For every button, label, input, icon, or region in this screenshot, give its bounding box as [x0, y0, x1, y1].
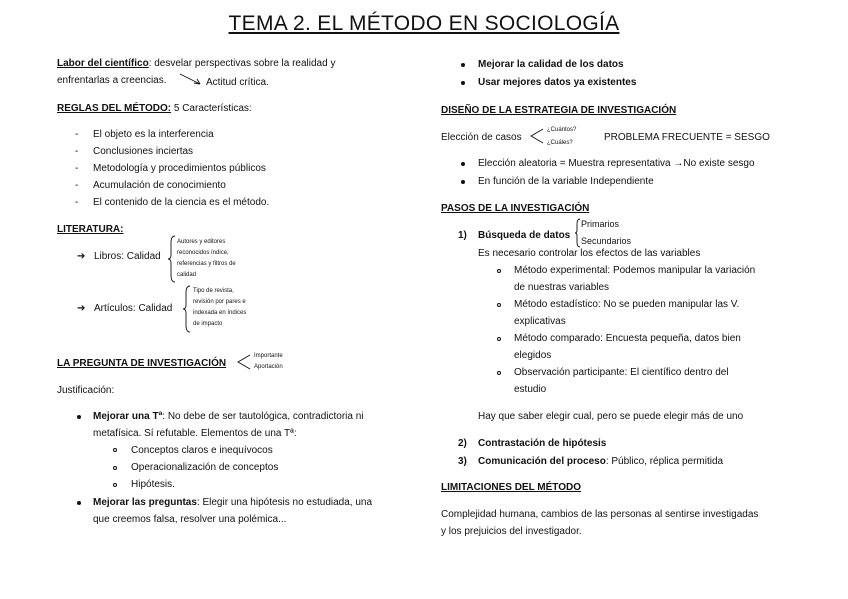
pregunta-branch: Aportación [254, 364, 283, 370]
paso3-label: Comunicación del proceso [478, 456, 606, 467]
limitaciones-text-2: y los prejuicios del investigador. [441, 526, 582, 537]
method-line-2: elegidos [514, 350, 552, 361]
paso1-branch: Primarios [581, 219, 620, 229]
diseno-heading: DISEÑO DE LA ESTRATEGIA DE INVESTIGACIÓN [441, 105, 677, 116]
pregunta-heading: LA PREGUNTA DE INVESTIGACIÓN [57, 358, 227, 369]
mejorar-preguntas-text-2: que creemos falsa, resolver una polémica... [93, 514, 287, 525]
problema-frecuente: PROBLEMA FRECUENTE = SESGO [604, 132, 770, 143]
method-line-1: Método estadístico: No se pueden manipular las V. [514, 299, 740, 310]
arrow-right-icon: → [673, 158, 684, 169]
arrow-icon [178, 72, 204, 88]
branch-icon [236, 353, 252, 371]
labor-text-2: enfrentarlas a creencias. [57, 75, 167, 86]
method-line-2: estudio [514, 384, 547, 395]
eleccion-bullet-2: En función de la variable Independiente [478, 176, 654, 187]
branch-icon [529, 127, 545, 145]
labor-arrow-text: Actitud crítica. [206, 77, 269, 88]
circle-bullet-icon [497, 303, 501, 307]
mejorar-tema-text-2: metafísica. Sí refutable. Elementos de una Tª: [93, 428, 297, 439]
tema-element: Operacionalización de conceptos [131, 462, 279, 473]
mejorar-preguntas-label: Mejorar las preguntas [93, 497, 197, 508]
labor-label: Labor del científico [57, 58, 149, 69]
method-line-2: de nuestras variables [514, 282, 610, 293]
articulos-note: Tipo de revista, [193, 288, 234, 294]
circle-bullet-icon [113, 466, 117, 470]
bullet-icon [77, 501, 81, 505]
eleccion-branch: ¿Cuáles? [547, 140, 573, 146]
top-bullet: Usar mejores datos ya existentes [478, 77, 637, 88]
articulos-note: indexada en índices [193, 310, 247, 316]
eleccion-bullet-1b: No existe sesgo [683, 158, 755, 169]
mejorar-preguntas-line-1 [93, 495, 372, 510]
bullet-icon [461, 81, 465, 85]
paso1-note: Es necesario controlar los efectos de las variables [478, 248, 701, 259]
circle-bullet-icon [497, 371, 501, 375]
justificacion: Justificación: [57, 385, 115, 396]
reglas-item: - El contenido de la ciencia es el método. [93, 195, 269, 210]
reglas-subtitle: 5 Características: [171, 103, 252, 114]
bullet-icon [461, 162, 465, 166]
circle-bullet-icon [113, 483, 117, 487]
eleccion-label: Elección de casos [441, 132, 522, 143]
circle-bullet-icon [497, 337, 501, 341]
method-line-1: Método comparado: Encuesta pequeña, datos bien [514, 333, 741, 344]
eleccion-bullet-1a: Elección aleatoria = Muestra representativa [478, 158, 674, 169]
eleccion-branch: ¿Cuántos? [547, 127, 577, 133]
method-line-1: Método experimental: Podemos manipular la variación [514, 265, 756, 276]
labor-line-1 [57, 56, 335, 71]
articulos-note: revisión por pares e [193, 299, 246, 305]
paso1-num: 1) [458, 230, 467, 241]
labor-text-1: : desvelar perspectivas sobre la realidad y [148, 58, 336, 69]
brace-icon [168, 235, 176, 283]
libros-note: referencias y filtros de [177, 261, 236, 267]
paso2-num: 2) [458, 438, 467, 449]
paso1-label: Búsqueda de datos [478, 230, 571, 241]
arrow-right-icon: ➔ [77, 303, 86, 314]
libros-note: reconocidos índice, [177, 250, 229, 256]
tema-element: Conceptos claros e inequívocos [131, 445, 273, 456]
circle-bullet-icon [497, 269, 501, 273]
pregunta-branch: Importante [254, 353, 283, 359]
reglas-item: - Acumulación de conocimiento [93, 178, 226, 193]
articulos-note: de impacto [193, 321, 223, 327]
bullet-icon [77, 415, 81, 419]
page-title: TEMA 2. EL MÉTODO EN SOCIOLOGÍA [228, 12, 620, 35]
paso3-num: 3) [458, 456, 467, 467]
elegir-note: Hay que saber elegir cual, pero se puede elegir más de uno [478, 411, 744, 422]
reglas-item: - Metodología y procedimientos públicos [93, 161, 266, 176]
mejorar-preguntas-text-1: : Elegir una hipótesis no estudiada, una [196, 497, 373, 508]
reglas-heading: REGLAS DEL MÉTODO: [57, 103, 172, 114]
paso3-line [478, 454, 723, 469]
paso2-label: Contrastación de hipótesis [478, 438, 607, 449]
paso1-branch: Secundarios [581, 236, 632, 246]
reglas-item: - El objeto es la interferencia [93, 127, 214, 142]
brace-icon [183, 285, 191, 333]
reglas-heading-line [57, 101, 252, 116]
mejorar-tema-line-1 [93, 409, 364, 424]
mejorar-tema-label: Mejorar una Tª [93, 411, 163, 422]
eleccion-bullet-1 [478, 156, 755, 171]
limitaciones-text-1: Complejidad humana, cambios de las personas al sentirse investigadas [441, 509, 759, 520]
bullet-icon [461, 63, 465, 67]
arrow-right-icon: ➔ [77, 251, 86, 262]
reglas-item: - Conclusiones inciertas [93, 144, 193, 159]
libros-note: calidad [177, 272, 197, 278]
libros-label: Libros: Calidad [94, 251, 161, 262]
method-line-1: Observación participante: El científico dentro del [514, 367, 729, 378]
mejorar-tema-text-1: : No debe de ser tautológica, contradictoria ni [162, 411, 364, 422]
libros-note: Autores y editores [177, 239, 226, 245]
literatura-heading: LITERATURA: [57, 224, 124, 235]
paso3-text: : Público, réplica permitida [605, 456, 724, 467]
bullet-icon [461, 180, 465, 184]
pasos-heading: PASOS DE LA INVESTIGACIÓN [441, 203, 590, 214]
circle-bullet-icon [113, 448, 117, 452]
method-line-2: explicativas [514, 316, 566, 327]
tema-element: Hipótesis. [131, 479, 175, 490]
top-bullet: Mejorar la calidad de los datos [478, 59, 624, 70]
limitaciones-heading: LIMITACIONES DEL MÉTODO [441, 482, 582, 493]
articulos-label: Artículos: Calidad [94, 303, 173, 314]
